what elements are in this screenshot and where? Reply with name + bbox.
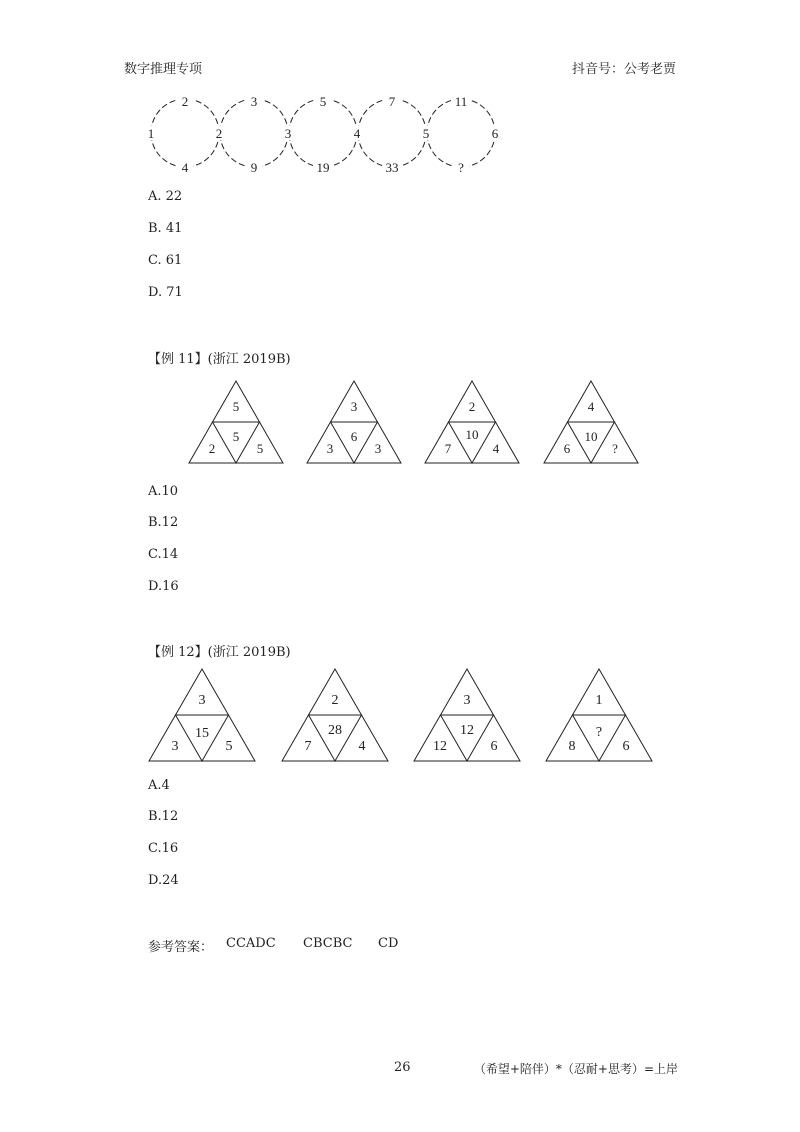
q11-option-c: C.14 — [148, 547, 179, 562]
q11-fig2-top: 3 — [350, 399, 358, 414]
q12-option-a: A.4 — [148, 778, 170, 793]
chain-circle — [358, 99, 426, 167]
circle-1-left: 1 — [147, 126, 155, 141]
q11-triangle-4 — [543, 380, 639, 464]
q11-option-d: D.16 — [148, 579, 179, 594]
circle-5-bottom: ? — [458, 160, 464, 175]
header-left: 数字推理专项 — [124, 62, 203, 77]
q11-fig3-left: 7 — [444, 441, 452, 456]
answer-key-label: 参考答案： — [148, 940, 214, 955]
q11-fig1-center: 5 — [232, 429, 240, 444]
q12-fig2-center: 28 — [328, 723, 342, 738]
q12-option-c: C.16 — [148, 841, 179, 856]
q11-option-a: A.10 — [148, 484, 179, 499]
circle-5-top: 11 — [454, 94, 468, 109]
q10-option-b: B. 41 — [148, 221, 183, 236]
q11-fig4-left: 6 — [563, 441, 571, 456]
chain-circle — [220, 99, 288, 167]
chain-circle — [289, 99, 357, 167]
circle-2-top: 3 — [250, 94, 258, 109]
q12-fig4-right: 6 — [622, 739, 630, 754]
circle-chain-figure — [140, 92, 510, 182]
circle-2-bottom: 9 — [250, 160, 258, 175]
q11-fig1-left: 2 — [208, 441, 216, 456]
q11-title: 【例 11】(浙江 2019B) — [148, 352, 291, 367]
q12-fig4-top: 1 — [595, 693, 603, 708]
q11-triangle-1 — [188, 380, 284, 464]
q11-fig1-right: 5 — [256, 441, 264, 456]
q12-fig3-right: 6 — [490, 739, 498, 754]
header-right: 抖音号：公考老贾 — [571, 62, 676, 77]
page-number: 26 — [394, 1060, 411, 1075]
circle-1-bottom: 4 — [181, 160, 189, 175]
q10-option-a: A. 22 — [148, 189, 183, 204]
footer-slogan: （希望+陪伴）*（忍耐+思考）=上岸 — [473, 1062, 678, 1076]
q11-fig4-right: ? — [612, 441, 618, 456]
q12-fig1-left: 3 — [171, 739, 179, 754]
q11-fig3-center: 10 — [465, 427, 479, 442]
q11-triangle-3 — [424, 380, 520, 464]
circle-3-bottom: 19 — [316, 160, 330, 175]
chain-circle — [151, 99, 219, 167]
q11-fig4-center: 10 — [584, 429, 598, 444]
q12-triangle-4 — [545, 668, 653, 762]
q12-option-b: B.12 — [148, 809, 179, 824]
q12-triangle-3 — [413, 668, 521, 762]
q12-fig1-right: 5 — [225, 739, 233, 754]
q12-fig2-left: 7 — [304, 739, 312, 754]
q11-fig2-right: 3 — [374, 441, 382, 456]
q12-fig4-left: 8 — [568, 739, 576, 754]
chain-circle — [427, 99, 495, 167]
q11-option-b: B.12 — [148, 515, 179, 530]
circle-5-right: 6 — [491, 126, 499, 141]
q12-fig3-top: 3 — [463, 693, 471, 708]
q12-title: 【例 12】(浙江 2019B) — [148, 645, 291, 660]
q10-option-d: D. 71 — [148, 285, 183, 300]
q12-fig2-right: 4 — [358, 739, 366, 754]
answer-group-2: CBCBC — [303, 936, 353, 951]
q12-triangle-1 — [148, 668, 256, 762]
circle-5-left: 5 — [422, 126, 430, 141]
q12-triangle-2 — [281, 668, 389, 762]
q11-triangle-2 — [306, 380, 402, 464]
q12-fig3-left: 12 — [433, 739, 447, 754]
circle-3-top: 5 — [319, 94, 327, 109]
answer-group-3: CD — [378, 936, 399, 951]
q11-fig2-center: 6 — [350, 429, 358, 444]
q12-fig1-top: 3 — [198, 693, 206, 708]
circle-1-top: 2 — [181, 94, 189, 109]
q12-fig2-top: 2 — [331, 693, 339, 708]
q11-fig4-top: 4 — [587, 399, 595, 414]
q12-fig3-center: 12 — [460, 723, 474, 738]
q11-fig3-right: 4 — [492, 441, 500, 456]
q11-fig2-left: 3 — [326, 441, 334, 456]
q12-option-d: D.24 — [148, 873, 179, 888]
circle-2-left: 2 — [215, 126, 223, 141]
circle-4-left: 4 — [353, 126, 361, 141]
q11-fig1-top: 5 — [232, 399, 240, 414]
circle-4-bottom: 33 — [385, 160, 399, 175]
q10-option-c: C. 61 — [148, 253, 183, 268]
q12-fig1-center: 15 — [195, 726, 209, 741]
circle-4-top: 7 — [388, 94, 396, 109]
answer-group-1: CCADC — [226, 936, 276, 951]
q12-fig4-center: ? — [595, 725, 603, 740]
q11-fig3-top: 2 — [468, 399, 476, 414]
circle-3-left: 3 — [284, 126, 292, 141]
